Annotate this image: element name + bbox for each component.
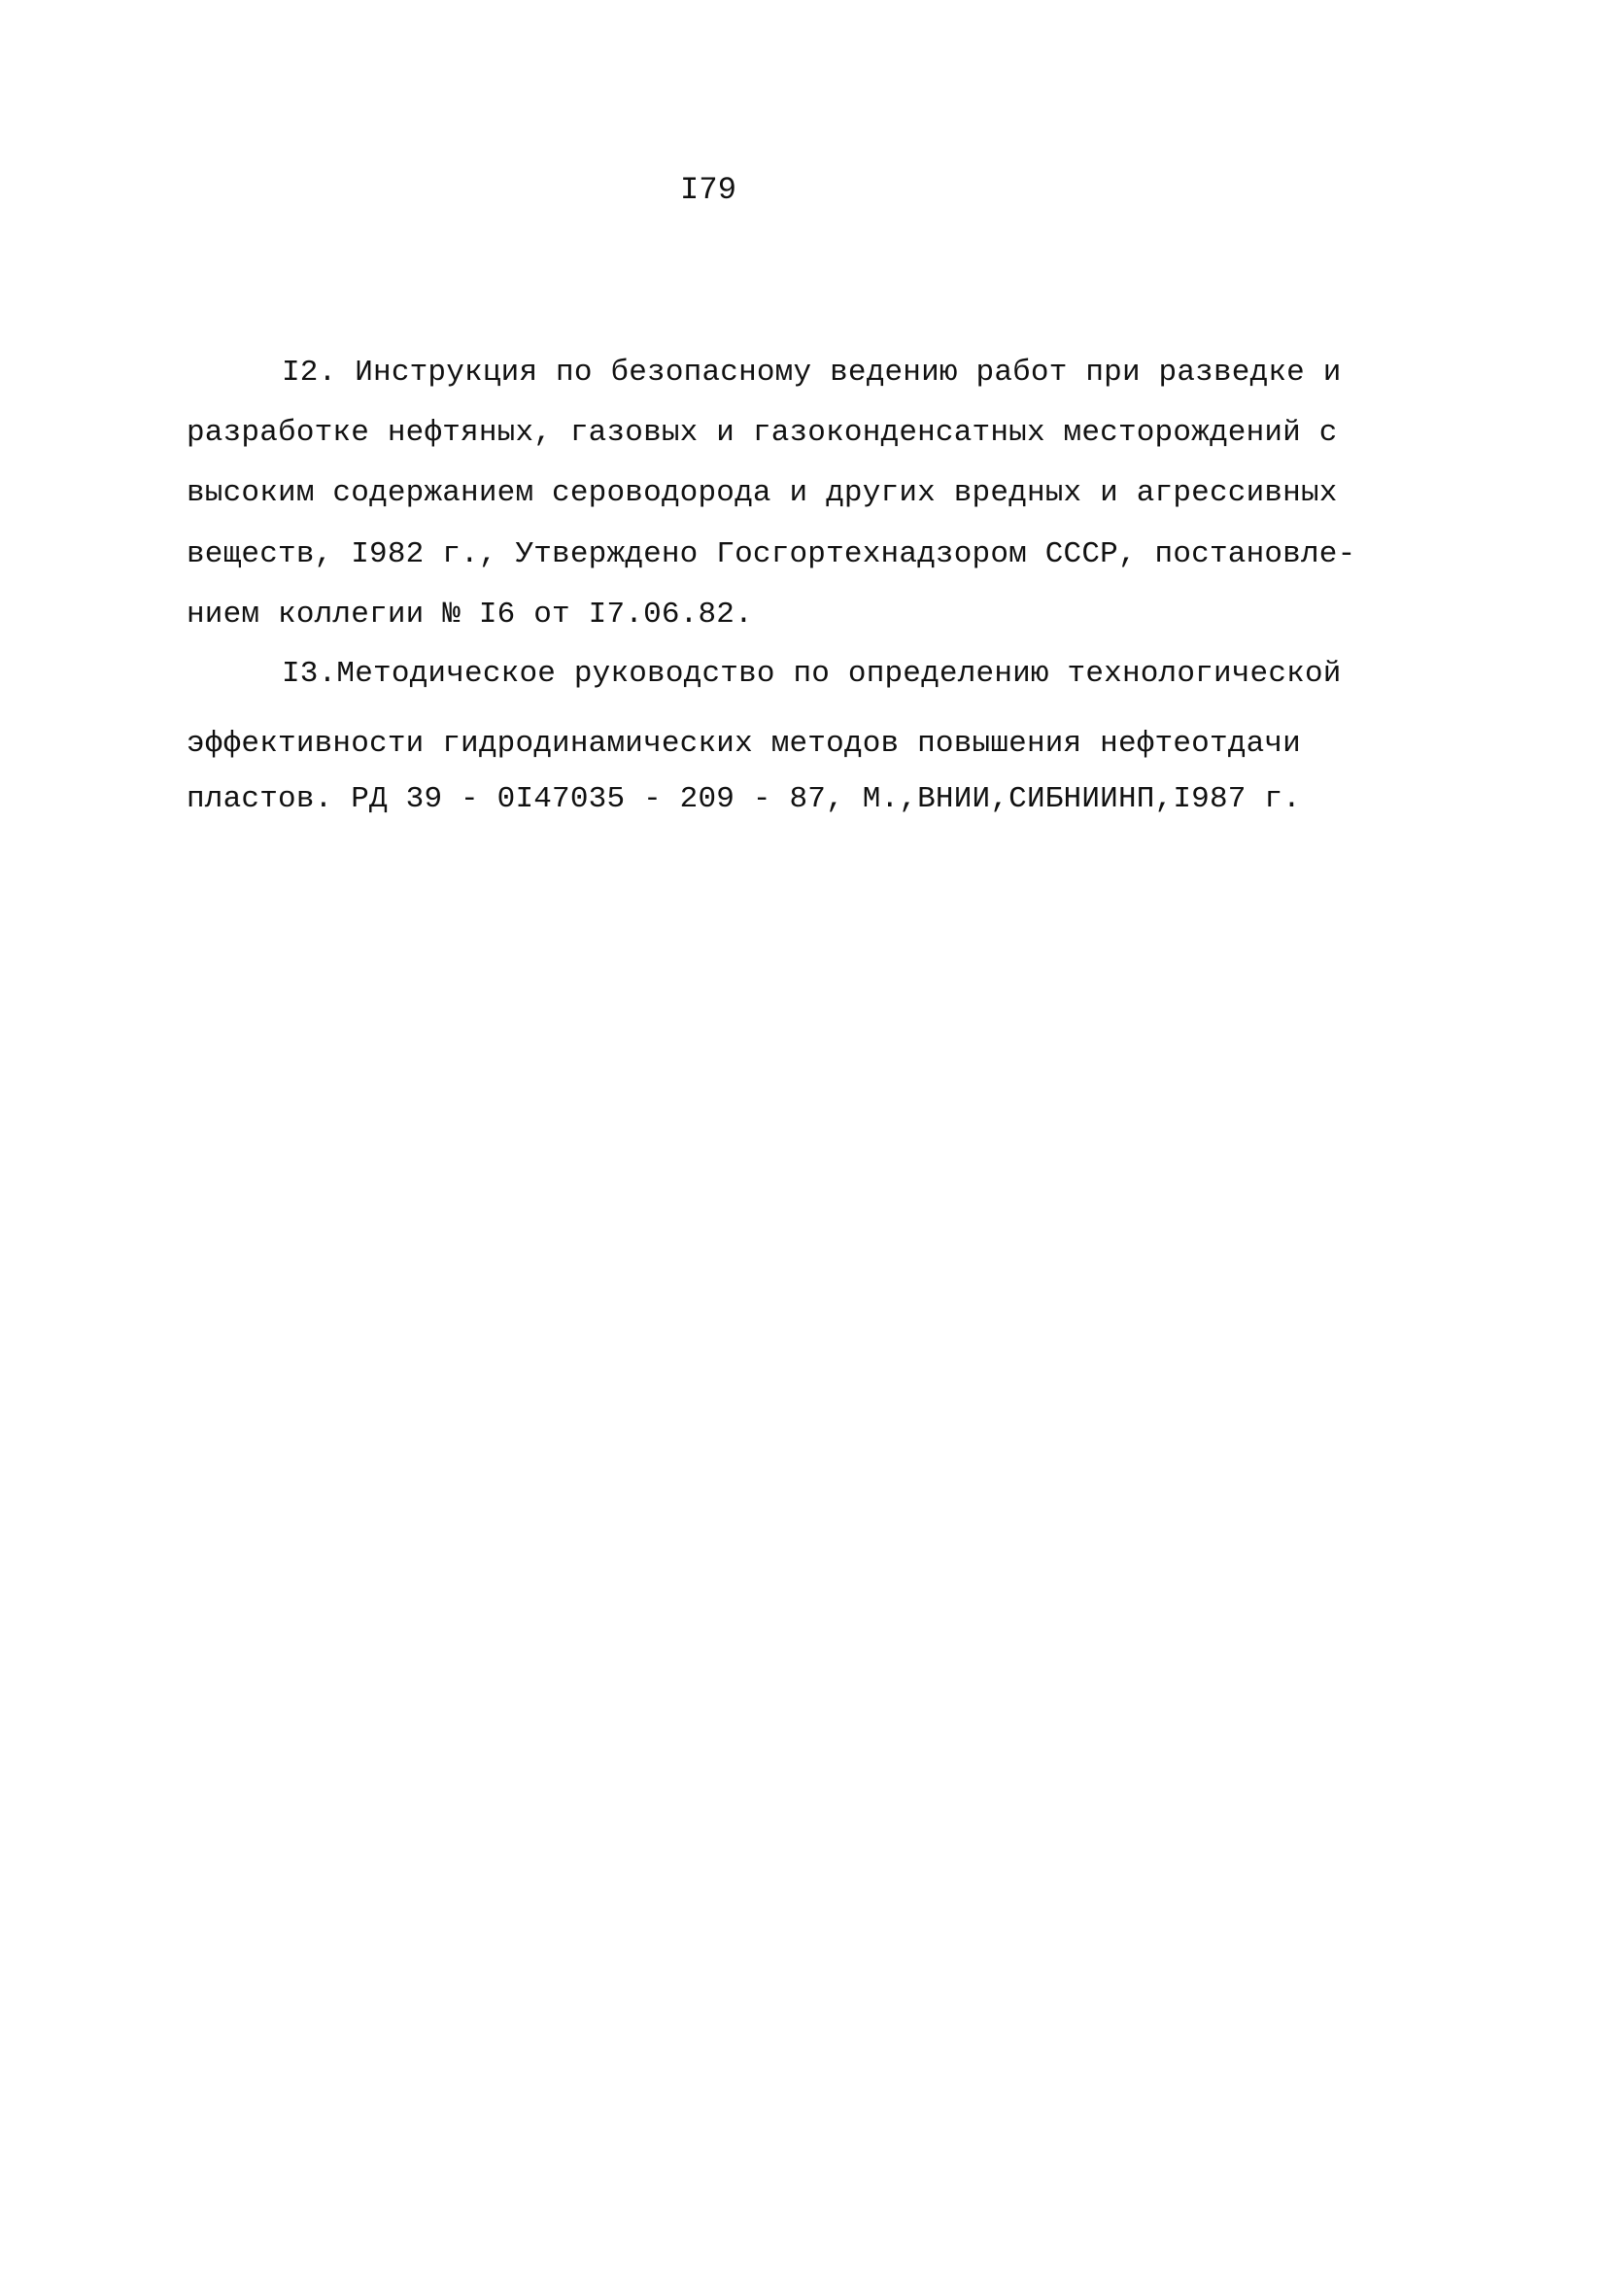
reference-line: высоким содержанием сероводорода и других вредных и агрессивных: [187, 476, 1338, 510]
reference-line: пластов. РД 39 - 0I47035 - 209 - 87, М.,ВНИИ,СИБНИИНП,I987 г.: [187, 782, 1301, 816]
reference-line: разработке нефтяных, газовых и газоконденсатных месторождений с: [187, 416, 1338, 450]
reference-line: веществ, I982 г., Утверждено Госгортехнадзором СССР, постановле-: [187, 537, 1356, 571]
page-number: I79: [680, 172, 737, 208]
reference-line: I2. Инструкция по безопасному ведению работ при разведке и: [282, 356, 1342, 390]
reference-line: I3.Методическое руководство по определению технологической: [282, 657, 1342, 691]
reference-line: нием коллегии № I6 от I7.06.82.: [187, 598, 753, 632]
reference-line: эффективности гидродинамических методов повышения нефтеотдачи: [187, 727, 1301, 761]
